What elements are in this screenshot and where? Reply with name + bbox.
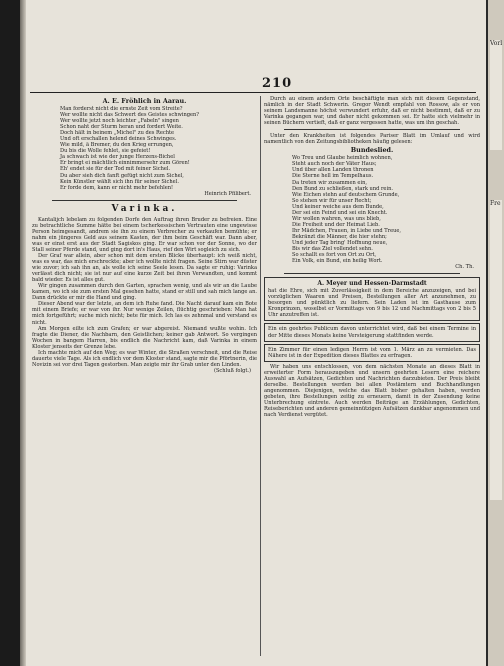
poem2-title: Bundeslied. xyxy=(350,146,394,155)
verse-line: Er bringt ei mächtlich einnimmersehr zum Gören! xyxy=(60,160,190,167)
binding-shadow xyxy=(486,0,488,666)
verse-line: Und keiner weiche aus dem Bunde, xyxy=(292,203,384,210)
verse-line: Steht auch noch der Väter Haus; xyxy=(292,161,377,168)
notice-text: Ein ein geehrtes Publicum davon unterrichtet wird, daß bei einem Termine in der Mitte dieses Monats keine Versteigerung stattfinden werde. xyxy=(268,326,476,339)
verse-line: Ja schwach ist wie der junge Herzens-Bichel xyxy=(60,154,175,161)
left-column xyxy=(32,96,257,374)
adjacent-page-edge xyxy=(486,0,504,666)
page-spine xyxy=(20,0,26,666)
page-number: 210 xyxy=(262,76,293,91)
divider xyxy=(284,129,460,130)
verse-line: So stehen wir für unser Recht; xyxy=(292,197,372,204)
paragraph: Der Graf war allein, aber schon mit dem ersten Blicke überhaupt: ich weiß nicht, was es war, das mich erschreckte; aber ich wollte nicht fragen. Seine Stirn war düster wie zuvor; ich sah ihn an, als wolle ich seine Seele lesen. Da sagte er ruhig: Varinka verlässt dich nicht; sie ist nur auf eine kurze Zeit bei ihren Verwandten, und kommt bald wieder. Es ist alles gut. xyxy=(32,252,257,284)
poem2-signature: Ch. Th. xyxy=(455,264,474,271)
advertisement-title: A. Meyer und Hessen-Darmstadt xyxy=(317,280,427,288)
advertisement-text: hat die Ehre, sich mit Zuverlässigkeit in dem Bereiche anzuzeigen, und bei vorzüglichen Waaren und Preisen, Bestellungen aller Art anzunehmen, zu besorgen und pünktlich zu liefern. Sein Laden ist im Gasthause zum Kronprinzen, woselbst er Vormittags von 9 bis 12 und Nachmittags von 2 bis 5 Uhr anzutreffen ist. xyxy=(268,288,476,319)
verse-line: So schallt es fort von Ort zu Ort, xyxy=(292,252,377,259)
advertisement-box xyxy=(264,277,480,321)
verse-line: Kein Künstler wählt sich ihn für seiner Sichel. xyxy=(60,178,179,185)
newspaper-page xyxy=(20,0,486,666)
verse-line: Du bis die Wolle fehlet, sie gefeiet! xyxy=(60,148,151,155)
verse-line: Bis wir das Ziel vollendet sehn. xyxy=(292,246,373,253)
paragraph: Wir gingen zusammen durch den Garten, sprachen wenig, und als wir an die Laube kamen, wo ich sie zum ersten Mal gesehen hatte, stand er still und sah mich lange an. Dann drückte er mir die Hand und ging. xyxy=(32,283,257,302)
verse-line: Und über allen Landen thronen xyxy=(292,167,374,174)
divider xyxy=(284,273,460,274)
verse-line: Bekränzt die Männer, die hier stehn; xyxy=(292,233,387,240)
verse-line: Der sei ein Feind und sei ein Knecht. xyxy=(292,209,388,216)
verse-line: Die Freiheit und der Heimat Lieb. xyxy=(292,221,380,228)
verse-line: Wer wollte jetzt noch leichter „Fabeln" singen xyxy=(60,118,179,125)
verse-line: Man forderst nicht die ernste Zeit vom Streite? xyxy=(60,106,183,112)
verse-line: Schon naht der Sturm heran und fordert Weite. xyxy=(60,124,183,131)
verse-line: Und oft erschallen helend deines Schwinges. xyxy=(60,136,177,143)
section-title: Varinka. xyxy=(111,203,178,214)
verse-line: Ein Volk, ein Bund, ein heilig Wort. xyxy=(292,258,383,265)
notice-text: Ein Zimmer für einen ledigen Herrn ist vom 1. März an zu vermieten. Das Nähere ist in der Expedition dieses Blattes zu erfragen. xyxy=(268,346,476,359)
verse-line: Und jeder Tag bring' Hoffnung neue, xyxy=(292,239,388,246)
poem2-verse xyxy=(264,155,480,264)
continuation-note: (Schluß folgt.) xyxy=(213,367,251,374)
header-rule xyxy=(30,92,476,93)
notice-box xyxy=(264,344,480,362)
verse-line: Ihr Mädchen, Frauen, in Liebe und Treue, xyxy=(292,227,401,234)
verse-line: Wir wollen wahren, was uns blieb, xyxy=(292,215,381,222)
notice-box xyxy=(264,323,480,341)
verse-line: Wo Treu und Glaube heimlich wohnen, xyxy=(292,155,393,162)
verse-line: Die Sterne hell im Tempelhaus. xyxy=(292,173,374,180)
note-line: Unter den Krankheiten ist folgendes Pariser Blatt im Umlauf und wird namentlich von den Zeitungsbibliotheken häufig gelesen: xyxy=(264,133,480,146)
paragraph: Am Morgen eilte ich zum Grafen; er war abgereist. Niemand wußte wohin. Ich fragte die Diener, die Nachbarn, den Geistlichen; keiner gab Antwort. So vergingen Wochen in bangem Harren, bis endlich die Nachricht kam, daß Varinka in einem Kloster jenseits der Grenze lebe. xyxy=(32,325,257,350)
verse-line: Wie Eichen stehn auf deutschem Grunde, xyxy=(292,191,400,198)
paragraph: Ich machte mich auf den Weg; es war Winter, die Straßen verschneit, und die Reise dauerte viele Tage. Als ich endlich vor dem Kloster stand, sagte mir die Pförtnerin, die Novizin sei vor drei Tagen gestorben. Man zeigte mir ihr Grab unter den Linden. xyxy=(32,349,257,368)
column-divider xyxy=(260,96,261,656)
announcement-paragraph: Wir haben uns entschlossen, von dem nächsten Monate an dieses Blatt in erweiterter Form herauszugeben und unsern geehrten Lesern eine reichere Auswahl an Aufsätzen, Gedichten und Nachrichten darzubieten. Der Preis bleibt derselbe. Bestellungen werden bei allen Postämtern und Buchhandlungen angenommen. Diejenigen, welche das Blatt bisher gehalten haben, werden gebeten, ihre Bestellungen zeitig zu erneuern, damit in der Zusendung keine Unterbrechung eintrete. Auch werden Beiträge an Erzählungen, Gedichten, Reiseberichten und anderen gemeinnützigen Aufsätzen dankbar angenommen und nach Verdienst vergütet. xyxy=(264,363,480,419)
poem1-verse xyxy=(32,106,257,191)
verse-line: Den Bund zu schließen, stark und rein. xyxy=(292,185,393,192)
poem1-title: A. E. Fröhlich in Aarau. xyxy=(102,97,187,105)
paragraph: Dieser Abend war der letzte, an dem ich Ruhe fand. Die Nacht darauf kam ein Bote mit einem Briefe; er war von ihr. Nur wenige Zeilen, flüchtig geschrieben: Man hat mich fortgeführt; suche mich nicht; bete für mich. Ich las es zehnmal und verstand es nicht. xyxy=(32,301,257,326)
verse-line: Da treten wir zusammen ein, xyxy=(292,179,367,186)
right-column xyxy=(264,96,480,418)
divider xyxy=(52,200,237,201)
poem1-author: Heinrich Pfilibert. xyxy=(204,190,251,197)
verse-line: Eh' endet sie für der Tod mit feiner Sichel. xyxy=(60,166,171,173)
adjacent-page-fragment: Vorl xyxy=(490,40,502,150)
paragraph: Kantalijch lebelam zu folgenden Dorfe den Auftrag ihren Bruder zu befreien. Eine zu betrachtliche Summe hätte bei einem tscherkessischen Vertrauten eine ungewisse Person heimgesandt, andrem sie ihn zu einem Verbrecher zu verkaufen bemühte; er nahm ein jüngeres Geld aus seinem Kasten, der ihm beim Geschäft war. Dann aber, was er einst erst aus der Stadt Sagiskos ging. Er war schon vor der Sonne, wo der Stall seiner Pferde stand, und ging dort in's Haus, rief den Wirt sogleich zu sich. xyxy=(32,216,257,253)
verse-line: Doch hält in beinem „Michel" zu des Rechte xyxy=(60,130,175,137)
verse-line: Wie mild, ä Bremer, du den Krieg errungen, xyxy=(60,142,174,149)
verse-line: Wer wollte nicht das Schwert des Geistes schwingen? xyxy=(60,112,200,119)
verse-line: Er forde dem, kann er nicht mehr befehlen! xyxy=(60,184,174,191)
verse-line: Du aber sieh dich fanft gefügt nicht zum Sichel, xyxy=(60,172,184,179)
intro-paragraph: Durch au einem andern Orte beschäftigte man sich mit diesem Gegenstand, nämlich in der Stadt Schwerin. Gregor Wendt empfahl von Rossow, als er von seinem Landsmanne höchst verwundert erfuhr, daß er nicht bestimmt, daß er zu Varinka gegangen war, und daher nicht gekommen sei. Er hatte sich vielmehr in seinen Büchern vertieft, daß er ganz vergessen hatte, was um ihn geschah. xyxy=(264,96,480,127)
adjacent-page-fragment: Fre xyxy=(490,200,502,500)
